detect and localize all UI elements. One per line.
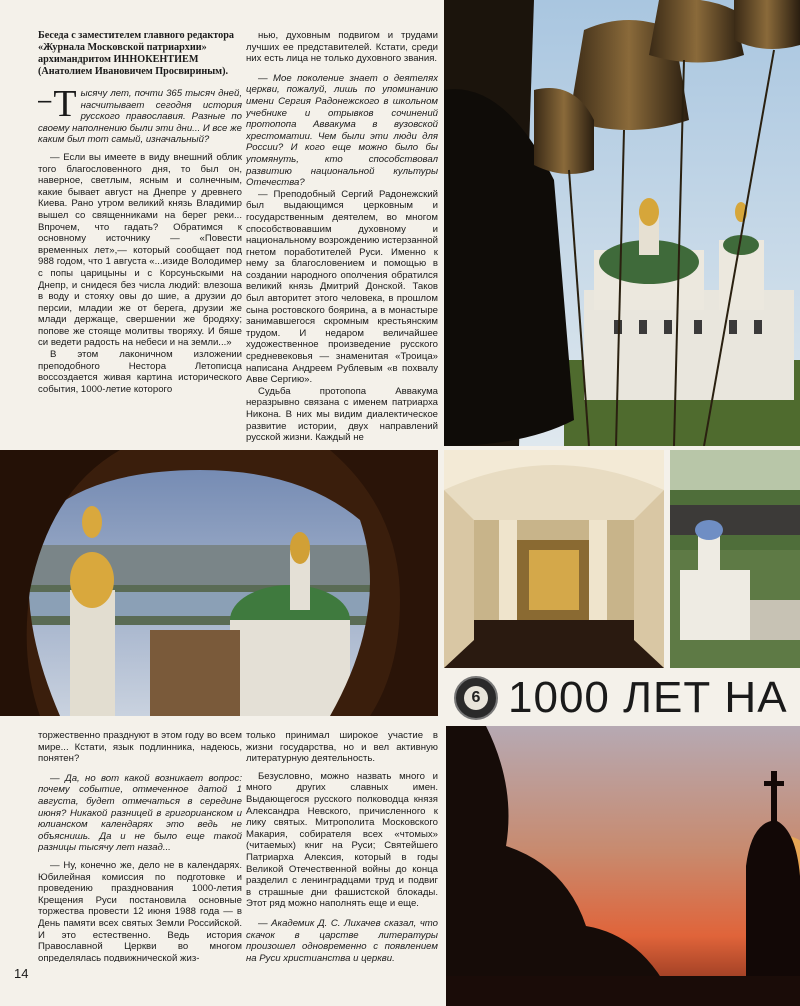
question-2: — Мое поколение знает о деятелях церкви, пожалуй, лишь по упоминанию имени Сергия Радонежского в школьном учебнике и отрывков сочинений протопопа Аввакума в вузовской хрестоматии. Чем были эти люди для России? И кого еще можно было бы упомянуть, кто способствовал развитию национальной культуры Отечества? xyxy=(246,72,438,189)
column-2-paragraph-1: нью, духовным подвигом и трудами лучших ее представителей. Кстати, среди них есть лица не только духовного звания. xyxy=(246,30,438,65)
photo-sunset-monument xyxy=(446,726,800,1006)
photo-church-blue-domes xyxy=(670,450,800,668)
question-4: — Академик Д. С. Лихачев сказал, что скачок в царстве литературы произошел одновременно с появлением на Руси христианства и церкви. xyxy=(246,917,438,964)
text-column-2 xyxy=(246,30,438,442)
issue-badge xyxy=(454,676,498,720)
photo-bells-monastery xyxy=(444,0,800,446)
answer-1: — Если вы имеете в виду внешний облик того благословенного дня, то был он, наверное, светлым, ясным и солнечным, какие бывает август на Днепре у древнего Киева. Рано утром великий князь Владимир вышел со священниками на берег реки... Впрочем, что гадать? Обратимся к основному источнику — «Повести временных лет»,— который сообщает под 988 годом, что 1 августа «...изиде Володимер с попы царицыны и с Корсуньскыми на Днепр, и снидеся без числа людий: влезоша в воду и стояху овы до шие, а друзии до персии, младии же от берега, друзии же млади держаще, свершении же бродяху; попове же стояще молитвы творяху. И бяше си ведети радость на небеси и на земли...» xyxy=(38,151,242,349)
column-3-paragraph-1: торжественно празднуют в этом году во всем мире... Кстати, язык подлинника, надеюсь, понятен? xyxy=(38,730,242,765)
section-banner xyxy=(446,672,798,724)
photo-view-through-arch xyxy=(0,450,438,716)
dropcap-letter: Т xyxy=(53,83,77,125)
text-column-4 xyxy=(246,730,438,1000)
page-number: 14 xyxy=(14,966,29,981)
column-4-paragraph-1: только принимал широкое участие в жизни государства, но и вел активную литературную деятельность. xyxy=(246,730,438,765)
column-4-paragraph-2: Безусловно, можно назвать много и много других славных имен. Выдающегося русского полководца князя Александра Невского, причисленного к лику святых. Митрополита Московского Макария, собирателя всех «чтомых» (читаемых) книг на Руси; Святейшего Патриарха Алексия, который в годы Великой Отечественной войны до конца разделил с ленинградцами труд и подвиг в страшные дни фашистской блокады. Этот ряд можно наполнять еще и еще. xyxy=(246,770,438,910)
answer-3: — Ну, конечно же, дело не в календарях. Юбилейная комиссия по подготовке и проведению празднования 1000-летия Крещения Руси постановила основные торжества провести 12 июня 1988 года — в День памяти всех святых Земли Российской. И это естественно. Ведь история Православной Церкви во многом определялась подвижнической жиз- xyxy=(38,859,242,962)
answer-2: — Преподобный Сергий Радонежский был выдающимся церковным и государственным деятелем, во многом способствовавшим духовному и национальному возрождению истерзанной гнетом поработителей Руси. Именно к нему за благословением и помощью в создании народного ополчения обратился великий князь Дмитрий Донской. Таков был авторитет этого человека, в прошлом сына ростовского боярина, а в монастыре занимавшегося скромным крестьянским трудом. И недаром величайшее художественное произведение русского средневековья — знаменитая «Троица» написана Андреем Рублевым «в похвалу Авве Сергию». xyxy=(246,188,438,386)
answer-2-continued: Судьба протопопа Аввакума неразрывно связана с именем патриарха Никона. В них мы видим диалектическое развитие истории, двух направлений русской жизни. Каждый не xyxy=(246,385,438,442)
dropcap-dash-icon: – xyxy=(38,87,52,114)
question-1-text: ысячу лет, почти 365 тысяч дней, насчитывает сегодня история русского православия. Разные по своему наполнению были эти дни... И все же каким был тот самый, изначальный? xyxy=(38,88,242,146)
answer-1-continued: В этом лаконичном изложении преподобного Нестора Летописца воссоздается живая картина исторического события, 1000-летие которого xyxy=(38,349,242,395)
issue-badge-number: 6 xyxy=(464,686,488,710)
text-column-1 xyxy=(38,30,242,442)
banner-title: 1000 ЛЕТ НА xyxy=(508,673,788,722)
intro-text: Беседа с заместителем главного редактора «Журнала Московской патриархии» архимандритом ИННОКЕНТИЕМ (Анатолием Ивановичем Просвириным). xyxy=(38,30,234,77)
photo-church-interior xyxy=(444,450,664,668)
question-1 xyxy=(38,83,242,146)
text-column-3 xyxy=(38,730,242,962)
question-3: — Да, но вот какой возникает вопрос: почему событие, отмеченное датой 1 августа, будет отмечаться в середине июня? Никакой разницей в григорианском и юлианском календарях это ведь не объяснишь. Да и не было еще такой разницы тысячу лет назад... xyxy=(38,772,242,854)
